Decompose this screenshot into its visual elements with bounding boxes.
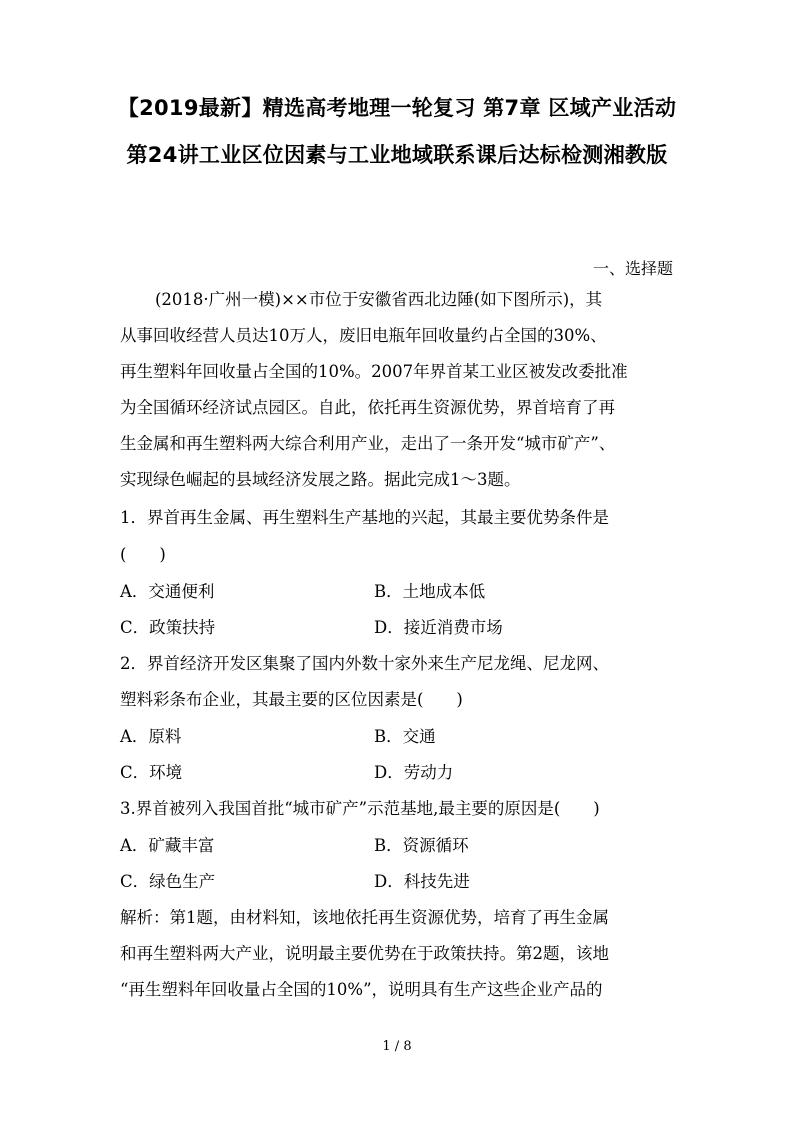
question-3-option-b: B．资源循环 — [374, 836, 469, 855]
document-title-line-2: 第24讲工业区位因素与工业地域联系课后达标检测湘教版 — [126, 143, 668, 167]
question-3-option-c: C．绿色生产 — [120, 872, 216, 891]
question-2-stem: 2．界首经济开发区集聚了国内外数十家外来生产尼龙绳、尼龙网、 — [120, 654, 609, 673]
question-2-option-a: A．原料 — [120, 727, 182, 746]
question-3-stem: 3.界首被列入我国首批“城市矿产”示范基地,最主要的原因是( ) — [120, 799, 600, 818]
passage-line: (2018·广州一模)××市位于安徽省西北边陲(如下图所示)，其 — [155, 290, 603, 309]
question-1-stem: 1．界首再生金属、再生塑料生产基地的兴起，其最主要优势条件是 — [120, 508, 609, 527]
question-1-option-d: D．接近消费市场 — [374, 618, 503, 637]
question-3-option-d: D．科技先进 — [374, 872, 470, 891]
passage-line: 实现绿色崛起的县域经济发展之路。据此完成1～3题。 — [120, 470, 521, 489]
analysis-line: 解析：第1题，由材料知，该地依托再生资源优势，培育了再生金属 — [120, 908, 609, 927]
page-number: 1 / 8 — [382, 1039, 412, 1054]
question-2-option-b: B．交通 — [374, 727, 436, 746]
passage-line: 再生塑料年回收量占全国的10%。2007年界首某工业区被发改委批准 — [120, 362, 628, 381]
question-2-option-d: D．劳动力 — [374, 763, 454, 782]
question-3-option-a: A．矿藏丰富 — [120, 836, 215, 855]
question-1-option-a: A．交通便利 — [120, 582, 215, 601]
analysis-line: “再生塑料年回收量占全国的10%”，说明具有生产这些企业产品的 — [120, 980, 603, 999]
passage-line: 为全国循环经济试点园区。自此，依托再生资源优势，界首培育了再 — [120, 398, 615, 417]
passage-line: 从事回收经营人员达10万人，废旧电瓶年回收量约占全国的30%、 — [120, 326, 607, 345]
question-2-stem-cont: 塑料彩条布企业，其最主要的区位因素是( ) — [120, 690, 463, 709]
section-heading: 一、选择题 — [592, 259, 673, 278]
document-title-line-1: 【2019最新】精选高考地理一轮复习 第7章 区域产业活动 — [117, 96, 677, 120]
analysis-line: 和再生塑料两大产业，说明最主要优势在于政策扶持。第2题，该地 — [120, 944, 609, 963]
question-1-stem-blank: ( ) — [120, 545, 166, 564]
passage-line: 生金属和再生塑料两大综合利用产业，走出了一条开发“城市矿产”、 — [120, 434, 616, 453]
question-1-option-b: B．土地成本低 — [374, 582, 486, 601]
question-2-option-c: C．环境 — [120, 763, 183, 782]
question-1-option-c: C．政策扶持 — [120, 618, 216, 637]
